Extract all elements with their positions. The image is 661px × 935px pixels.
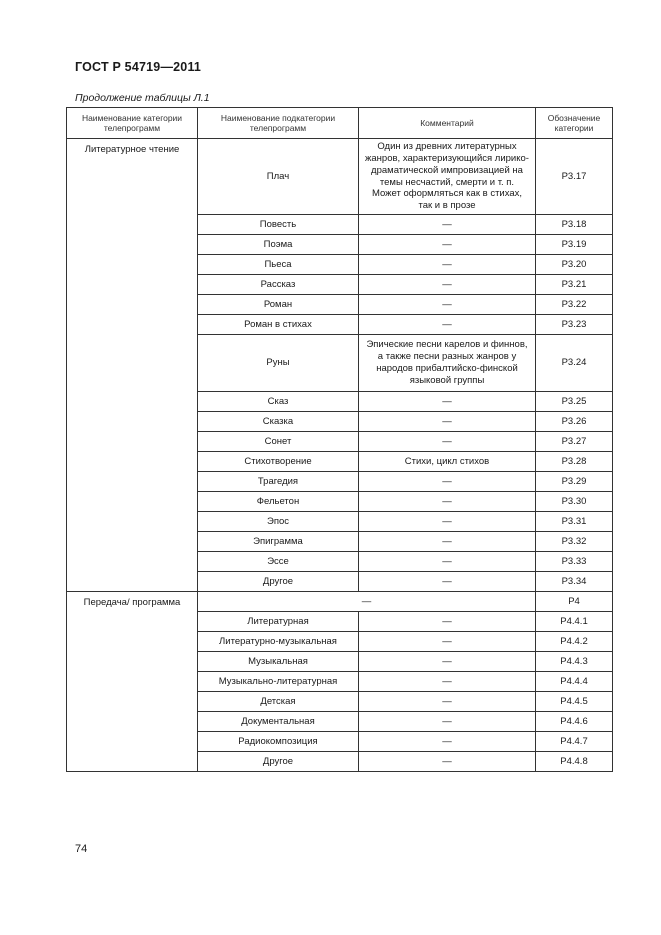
comment-cell: — [359,255,536,275]
subcategory-cell: Эпиграмма [198,532,359,552]
subcategory-cell: Трагедия [198,472,359,492]
table-row [67,139,613,215]
code-cell: P4.4.2 [536,632,613,652]
code-cell: P3.20 [536,255,613,275]
code-cell: P4 [536,592,613,612]
group-broadcast-program [67,592,613,772]
code-cell: P3.31 [536,512,613,532]
category-table [66,107,613,772]
group-literary-reading [67,139,613,592]
code-cell: P4.4.3 [536,652,613,672]
subcategory-cell: Роман в стихах [198,315,359,335]
table-header-row [67,108,613,139]
comment-cell: — [359,432,536,452]
comment-cell: — [359,412,536,432]
column-header-category: Наименование категории телепрограмм [67,108,198,139]
comment-cell: — [359,632,536,652]
subcategory-cell: Рассказ [198,275,359,295]
subcategory-cell: Стихотворение [198,452,359,472]
code-cell: P3.25 [536,392,613,412]
code-cell: P3.22 [536,295,613,315]
subcategory-cell: Пьеса [198,255,359,275]
subcategory-cell: Музыкальная [198,652,359,672]
code-cell: P3.33 [536,552,613,572]
table-caption: Продолжение таблицы Л.1 [75,92,210,104]
comment-cell: — [359,652,536,672]
document-code: ГОСТ Р 54719—2011 [75,60,202,74]
comment-cell: — [359,532,536,552]
code-cell: P3.17 [536,139,613,215]
code-cell: P3.27 [536,432,613,452]
comment-cell: — [359,512,536,532]
column-header-subcategory: Наименование подкатегории телепрограмм [198,108,359,139]
subcategory-cell: Музыкально-литературная [198,672,359,692]
comment-cell: Стихи, цикл стихов [359,452,536,472]
comment-cell: — [359,712,536,732]
comment-cell: — [359,235,536,255]
subcategory-cell: Сонет [198,432,359,452]
comment-cell: — [359,315,536,335]
comment-cell: — [359,472,536,492]
comment-cell: — [359,692,536,712]
column-header-comment: Комментарий [359,108,536,139]
code-cell: P3.28 [536,452,613,472]
subcategory-cell: Роман [198,295,359,315]
merged-comment-cell: — [198,592,536,612]
comment-cell: — [359,672,536,692]
subcategory-cell: Детская [198,692,359,712]
subcategory-cell: Поэма [198,235,359,255]
comment-cell: — [359,492,536,512]
code-cell: P3.34 [536,572,613,592]
code-cell: P4.4.7 [536,732,613,752]
code-cell: P3.21 [536,275,613,295]
category-cell: Литературное чтение [67,139,198,592]
subcategory-cell: Другое [198,572,359,592]
subcategory-cell: Сказ [198,392,359,412]
code-cell: P3.29 [536,472,613,492]
category-cell: Передача/ программа [67,592,198,772]
code-cell: P3.24 [536,335,613,392]
comment-cell: — [359,552,536,572]
subcategory-cell: Плач [198,139,359,215]
comment-cell: — [359,752,536,772]
code-cell: P3.23 [536,315,613,335]
subcategory-cell: Документальная [198,712,359,732]
code-cell: P4.4.4 [536,672,613,692]
subcategory-cell: Эссе [198,552,359,572]
comment-cell: — [359,732,536,752]
subcategory-cell: Литературная [198,612,359,632]
column-header-code: Обозначение категории [536,108,613,139]
subcategory-cell: Другое [198,752,359,772]
comment-cell: — [359,295,536,315]
code-cell: P3.30 [536,492,613,512]
code-cell: P3.18 [536,215,613,235]
comment-cell: Эпические песни карелов и финнов, а также песни разных жанров у народов прибалтийско-финской языковой группы [359,335,536,392]
code-cell: P3.32 [536,532,613,552]
code-cell: P3.19 [536,235,613,255]
subcategory-cell: Эпос [198,512,359,532]
comment-cell: — [359,215,536,235]
code-cell: P4.4.8 [536,752,613,772]
subcategory-cell: Литературно-музыкальная [198,632,359,652]
page-number: 74 [75,843,88,855]
comment-cell: Один из древних литературных жанров, характеризующийся лирико-драматической импровизацией на темы несчастий, смерти и т. п. Может оформляться как в стихах, так и в прозе [359,139,536,215]
subcategory-cell: Сказка [198,412,359,432]
comment-cell: — [359,572,536,592]
subcategory-cell: Руны [198,335,359,392]
comment-cell: — [359,392,536,412]
code-cell: P3.26 [536,412,613,432]
table-row [67,592,613,612]
code-cell: P4.4.5 [536,692,613,712]
code-cell: P4.4.6 [536,712,613,732]
comment-cell: — [359,275,536,295]
comment-cell: — [359,612,536,632]
subcategory-cell: Радиокомпозиция [198,732,359,752]
subcategory-cell: Фельетон [198,492,359,512]
code-cell: P4.4.1 [536,612,613,632]
subcategory-cell: Повесть [198,215,359,235]
